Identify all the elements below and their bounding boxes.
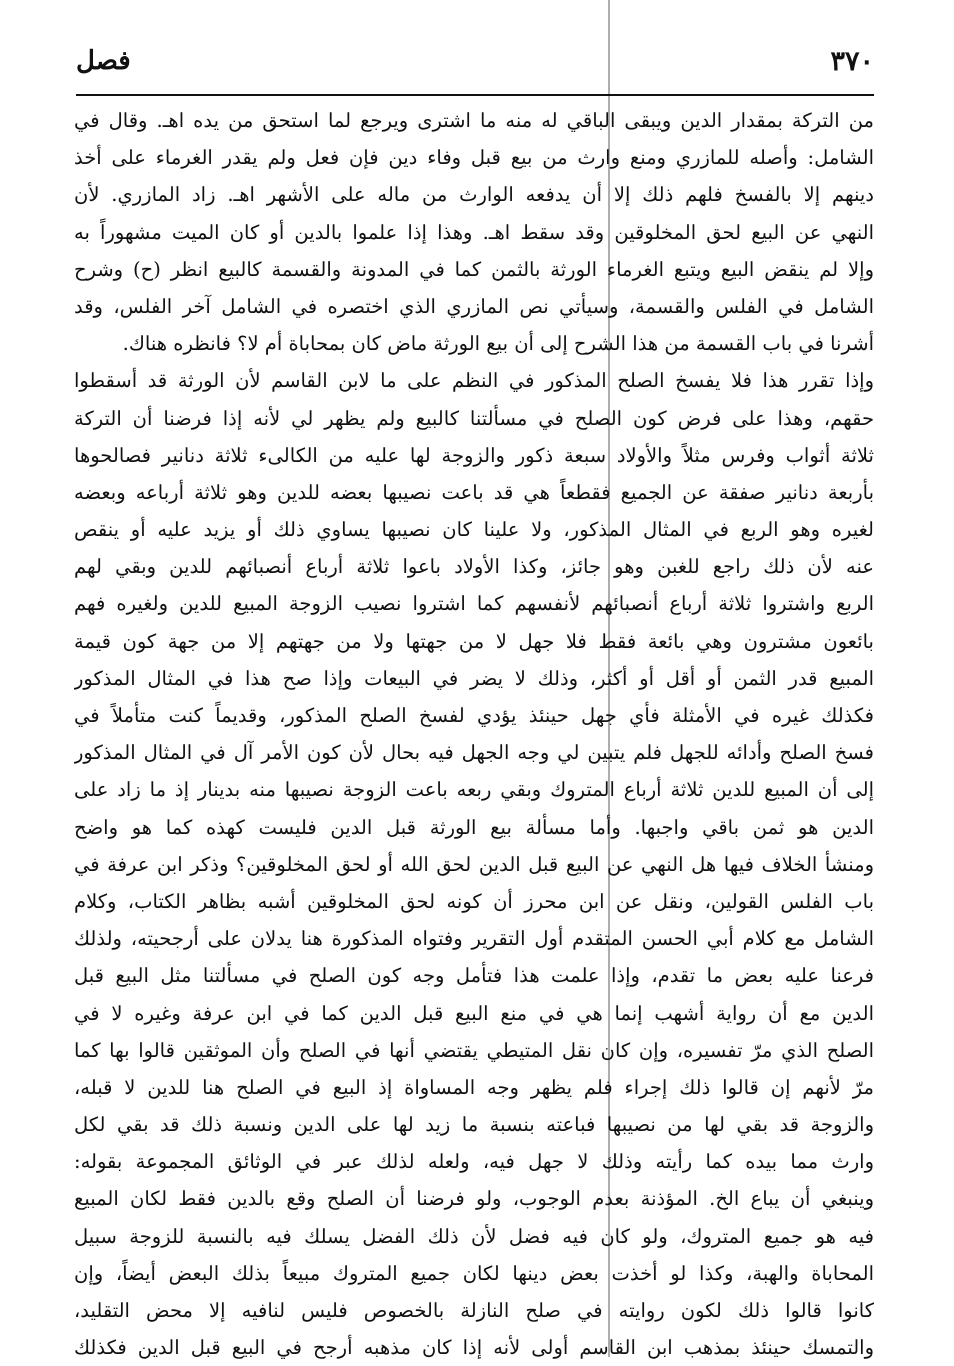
text-line: المحاباة والهبة، وكذا لو أخذت بعض دينها لكان جميع المتروك مبيعاً بذلك البعض أيضاً، وإن [74,1261,874,1285]
text-line: والتمسك حينئذ بمذهب ابن القاسم أولى لأنه إذا كان مذهبه أرجح في البيع قبل الدين فكذلك [74,1336,874,1360]
text-line: فسخ الصلح وأدائه للجهل فلم يتبين لي وجه الجهل فيه بحال لأن كون الأمر آل في المثال المذكور [74,741,874,765]
text-line: وإلا لم ينقض البيع ويتبع الغرماء الورثة بالثمن كما في المدونة والقسمة كالبيع انظر (ح) وشرح [74,257,874,281]
text-line: حقهم، وهذا على فرض كون الصلح في مسألتنا كالبيع ولم يظهر لي لأنه إذا فرضنا أن التركة [74,406,874,430]
text-line: وإذا تقرر هذا فلا يفسخ الصلح المذكور في النظم على ما لابن القاسم لأن الورثة قد أسقطوا [74,369,874,393]
text-line: ثلاثة أثواب وفرس مثلاً والأولاد سبعة ذكور والزوجة لها عليه من الكالىء ثلاثة دنانير فصالحوها [74,443,874,467]
text-line: أشرنا في باب القسمة من هذا الشرح إلى أن بيع الورثة ماض كان بمحاباة أم لا؟ فانظره هناك. [122,332,874,356]
text-line: الصلح الذي مرّ تفسيره، وإن كان نقل المتيطي يقتضي أنها في الصلح وأن الموثقين قالوا بها كما [74,1038,874,1062]
text-line: الربع واشتروا ثلاثة أرباع أنصبائهم لأنفسهم كما اشتروا نصيب الزوجة المبيع للدين ولغيره فهم [74,592,874,616]
text-line: دينهم إلا بالفسخ فلهم ذلك إلا أن يدفعه الوارث من ماله على الأشهر اهـ. زاد المازري. لأن [74,183,874,207]
text-line: فرعنا عليه بعض ما تقدم، وإذا علمت هذا فتأمل وجه كون الصلح في مسألتنا مثل البيع قبل [74,964,874,988]
text-line: ومنشأ الخلاف فيها هل النهي عن البيع قبل الدين لحق الله أو لحق المخلوقين؟ وذكر ابن عرفة في [74,852,874,876]
page-header [76,46,874,86]
text-line: فكذلك غيره في الأمثلة فأي جهل حينئذ يؤدي لفسخ الصلح المذكور، وقديماً كنت متأملاً في [74,704,874,727]
text-line: وينبغي أن يباع الخ. المؤذنة بعدم الوجوب، ولو فرضنا أن الصلح وقع بالدين فقط لكان المبيع [74,1187,874,1211]
text-line: الشامل: وأصله للمازري ومنع وارث من بيع قبل وفاء دين فإن فعل ولم يقدر الغرماء على أخذ [74,146,874,170]
text-line: عنه لأن ذلك راجع للغبن وهو جائز، وكذا الأولاد باعوا ثلاثة أرباع أنصبائهم للدين وبقي لهم [74,555,874,579]
running-head: فصل [76,46,131,76]
body-text [74,102,874,1366]
text-line: فيه هو جميع المتروك، ولو كان فيه فضل لأن ذلك الفضل يسلك فيه بالنسبة للزوجة سبيل [74,1224,874,1248]
text-line: والزوجة قد بقي لها من نصيبها فباعته بنسبة ما زيد لها على الدين ونسبة ذلك قد بقي لكل [74,1113,874,1137]
text-line: مرّ لأنهم إن قالوا ذلك إجراء فلم يظهر وجه المساواة إذ البيع في الصلح هنا للدين لا قبله، [74,1075,874,1099]
text-line: وارث مما بيده كما رأيته وذلك لا جهل فيه، ولعله لذلك عبر في الوثائق المجموعة بقوله: [74,1150,874,1174]
page-number: ٣٧٠ [830,46,874,77]
text-line: لغيره وهو الربع في المثال المذكور، ولا علينا كان نصيبها يساوي ذلك أو يزيد عليه أو ينقص [74,518,874,542]
text-line: من التركة بمقدار الدين ويبقى الباقي له منه ما اشترى ويرجع لما استحق من يده اهـ. وقال في [74,109,874,132]
text-line: الدين مع أن رواية أشهب إنما هي في منع البيع قبل الدين كما في ابن عرفة وغيره لا في [74,1001,874,1025]
text-line: إلى أن المبيع للدين ثلاثة أرباع المتروك وبقي ربعه باعت الزوجة نصيبها منه بدينار إذ ما زاد على [74,778,874,802]
text-line: بأربعة دنانير صفقة عن الجميع فقطعاً هي قد باعت نصيبها بعضه للدين وهو ثلاثة أرباعه وبعضه [74,480,874,504]
text-line: الدين هو ثمن باقي واجبها. وأما مسألة بيع الورثة قبل الدين فليست كهذه كما هو واضح [74,815,874,839]
text-line: المبيع قدر الثمن أو أقل أو أكثر، وذلك لا يضر في البيعات وإذا صح هذا في المثال المذكور [74,666,874,690]
text-line: الشامل مع كلام أبي الحسن المتقدم أول التقرير وفتواه المذكورة هنا يدلان على أرجحيته، ولذلك [74,927,874,951]
text-line: بائعون مشترون وهي بائعة فقط فلا جهل لا من جهتها ولا من جهتهم إلا من جهة كون قيمة [74,629,874,653]
text-line: الشامل في الفلس والقسمة، وسيأتي نص المازري الذي اختصره في الشامل آخر الفلس، وقد [74,294,874,318]
text-line: باب الفلس القولين، ونقل عن ابن محرز أن كونه لحق المخلوقين أشبه بظاهر الكتاب، وكلام [74,889,874,913]
text-line: كانوا قالوا ذلك لكون روايته في صلح النازلة بالخصوص فليس لنافيه إلا محض التقليد، [74,1299,874,1322]
header-rule [76,94,874,96]
text-line: النهي عن البيع لحق المخلوقين وقد سقط اهـ. وهذا إذا علموا بالدين أو كان الميت مشهوراً به [74,220,874,244]
